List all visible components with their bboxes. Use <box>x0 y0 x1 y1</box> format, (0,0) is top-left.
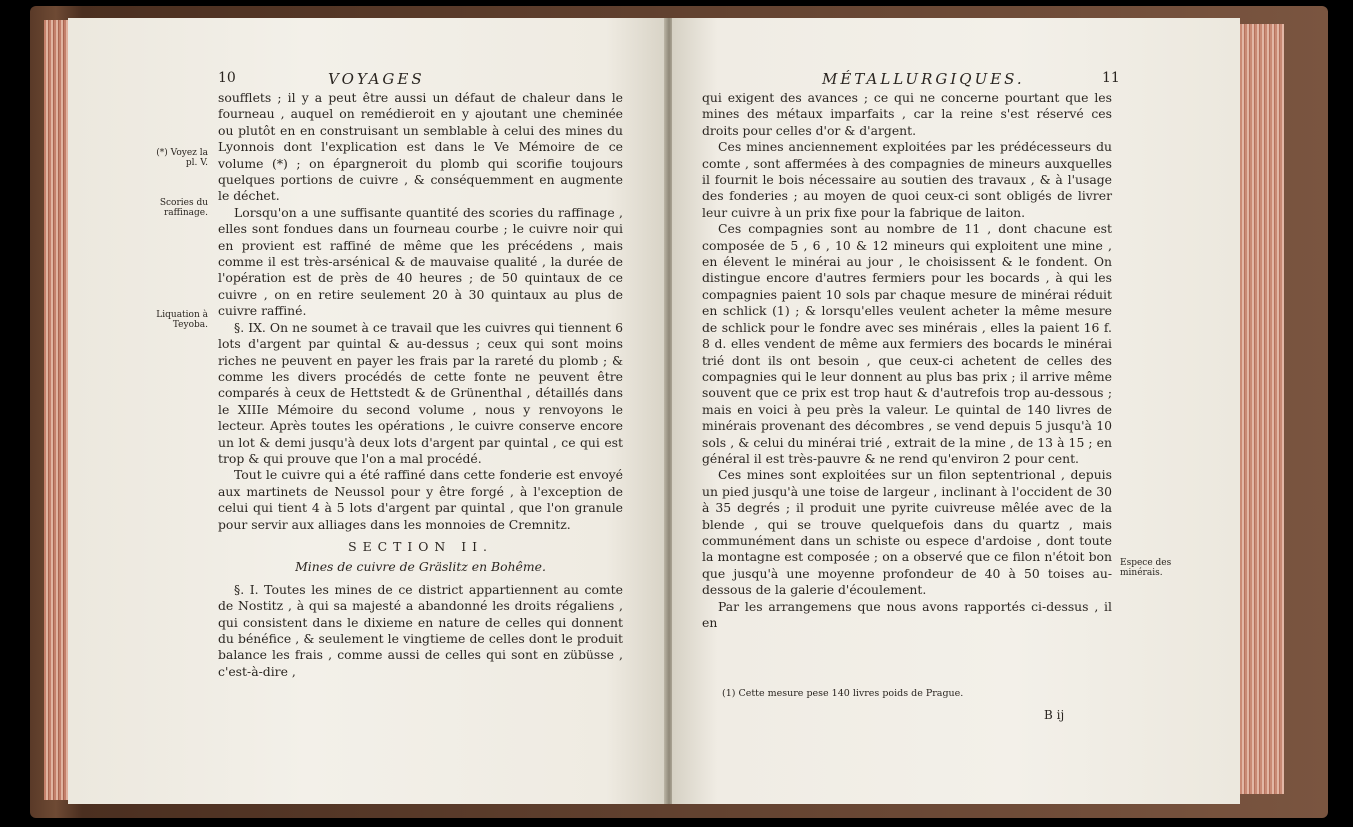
page-number-right: 11 <box>1102 70 1120 86</box>
right-page <box>672 18 1240 804</box>
paragraph: Tout le cuivre qui a été raffiné dans cette fonderie est envoyé aux martinets de Neussol pour y être forgé , à l'exception de celui qui tient 4 à 5 lots d'argent par quintal , que l'on granule pour servir aux alliages dans les monnoies de Cremnitz. <box>218 467 623 532</box>
paragraph: Ces mines sont exploitées sur un filon septentrional , depuis un pied jusqu'à une toise de largeur , inclinant à l'occident de 30 à 35 degrés ; il produit une pyrite cuivreuse mêlée avec de la blende , qui se trouve quelquefois dans du quartz , mais communément dans un schiste ou espece d'ardoise , dont toute la montagne est composée ; on a observé que ce filon n'étoit bon que jusqu'à une moyenne profondeur de 40 à 50 toises au-dessous de la galerie d'écoulement. <box>702 467 1112 598</box>
section-title: SECTION II. <box>348 538 493 554</box>
signature-mark: B ij <box>1044 708 1065 722</box>
margin-note-scories: Scories du raffinage. <box>159 198 208 218</box>
header-right: MÉTALLURGIQUES. <box>822 70 1025 88</box>
paragraph: §. I. Toutes les mines de ce district appartiennent au comte de Nostitz , à qui sa majesté a abandonné les droits régaliens , qui consistent dans le dixieme en nature de celles qui donnent du bénéfice , & seulement le vingtieme de celles dont le produit balance les frais , comme aussi de celles qui sont en zübüsse , c'est-à-dire , <box>218 581 623 679</box>
right-page-edges <box>1240 24 1284 794</box>
page-number-left: 10 <box>218 70 236 86</box>
paragraph: Ces compagnies sont au nombre de 11 , dont chacune est composée de 5 , 6 , 10 & 12 mineurs qui exploitent une mine , en élevent le minérai au jour , le choisissent & le fondent. On distingue encore d'autres fermiers pour les bocards , à qui les compagnies paient 10 sols par chaque mesure de minérai réduit en schlick (1) ; & lorsqu'elles veulent acheter la même mesure de schlick pour le fondre avec ses minérais , elles la paient 16 f. 8 d. elles vendent de même aux fermiers des bocards le minérai trié dont ils ont besoin , que ceux-ci achetent de celles des compagnies qui le leur donnent au plus bas prix ; il arrive même souvent que ce prix est trop haut & d'autrefois trop au-dessous ; mais en voici à peu près la valeur. Le quintal de 140 livres de minérais provenant des décombres , se vend depuis 5 jusqu'à 10 sols , & celui du minérai trié , extrait de la mine , de 13 à 15 ; en général il est très-pauvre & ne rend qu'environ 2 pour cent. <box>702 221 1112 466</box>
margin-note-espece: Espece des minérais. <box>1120 558 1172 578</box>
footnote: (1) Cette mesure pese 140 livres poids de Prague. <box>722 688 964 699</box>
paragraph: Par les arrangemens que nous avons rapportés ci-dessus , il en <box>702 598 1112 630</box>
paragraph: Ces mines anciennement exploitées par les prédécesseurs du comte , sont affermées à des compagnies de mineurs auxquelles il fournit le bois nécessaire au soutien des travaux , & à l'usage des fonderies ; au moyen de quoi ceux-ci sont obligés de livrer leur cuivre à un prix fixe pour la fabrique de laiton. <box>702 139 1112 220</box>
margin-note-liquation: Liquation à Teyoba. <box>156 310 208 330</box>
margin-note-plate: (*) Voyez la pl. V. <box>156 148 208 168</box>
right-body <box>702 90 1112 631</box>
paragraph: Lorsqu'on a une suffisante quantité des scories du raffinage , elles sont fondues dans un fourneau courbe ; le cuivre noir qui en provient est raffiné de même que les précédens , mais comme il est très-arsénical & de mauvaise qualité , la durée de l'opération est de près de 40 heures ; de 50 quintaux de ce cuivre , on en retire seulement 20 à 30 quintaux au plus de cuivre raffiné. <box>218 204 623 319</box>
section-subtitle: Mines de cuivre de Gräslitz en Bohême. <box>295 559 546 575</box>
left-page-edges <box>44 20 68 800</box>
left-body <box>218 90 623 680</box>
header-left: VOYAGES <box>328 70 425 88</box>
paragraph: §. IX. On ne soumet à ce travail que les cuivres qui tiennent 6 lots d'argent par quintal & au-dessus ; ceux qui sont moins riches ne peuvent en payer les frais par la rareté du plomb ; & comme les divers procédés de cette fonte ne peuvent être comparés à ceux de Hettstedt & de Grünenthal , détaillés dans le XIIIe Mémoire du second volume , nous y renvoyons le lecteur. Après toutes les opérations , le cuivre conserve encore un lot & demi jusqu'à deux lots d'argent par quintal , ce qui est trop & qui prouve que l'on a mal procédé. <box>218 319 623 466</box>
paragraph: soufflets ; il y a peut être aussi un défaut de chaleur dans le fourneau , auquel on remédieroit en y ajoutant une cheminée ou plutôt en en construisant un semblable à celui des mines du Lyonnois dont l'explication est dans le Ve Mémoire de ce volume (*) ; on épargneroit du plomb qui scorifie toujours quelques portions de cuivre , & conséquemment en augmente le déchet. <box>218 90 623 204</box>
paragraph: qui exigent des avances ; ce qui ne concerne pourtant que les mines des métaux imparfaits , car la reine s'est réservé ces droits pour celles d'or & d'argent. <box>702 90 1112 138</box>
left-page <box>68 18 666 804</box>
